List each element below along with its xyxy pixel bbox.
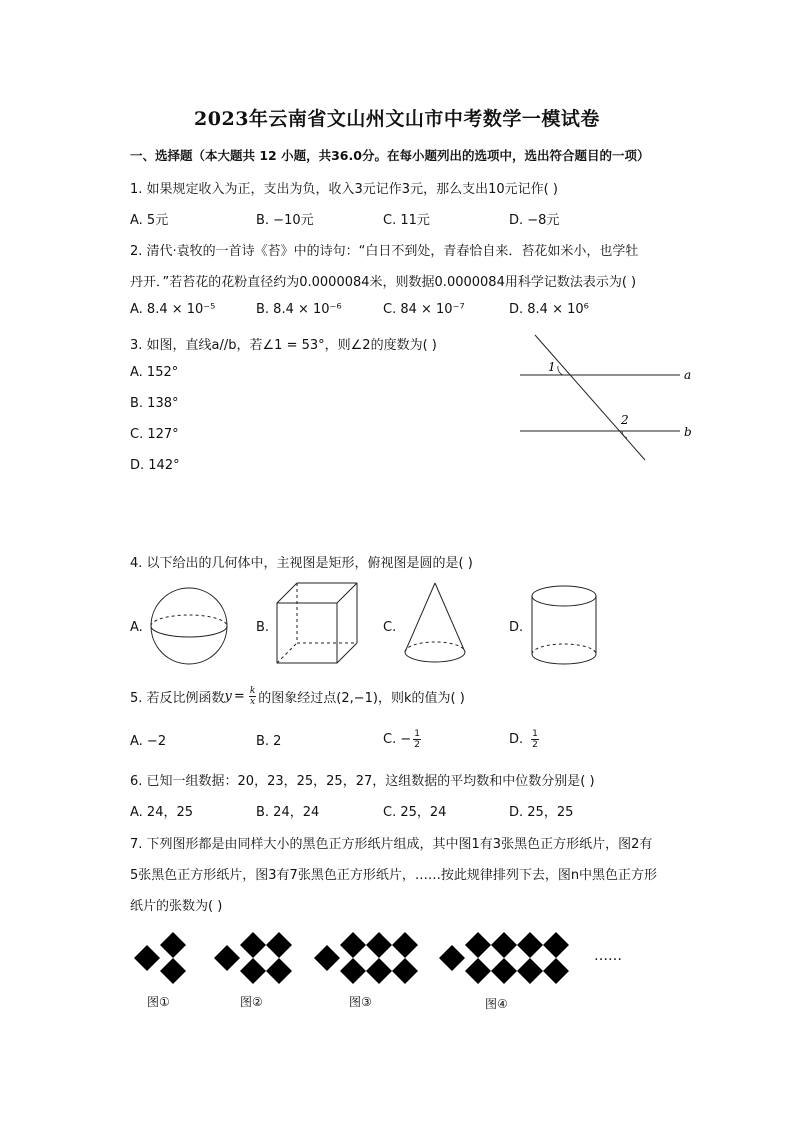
q6-option-a[interactable]: A. 24，25 <box>130 805 194 820</box>
line-b-label: b <box>684 425 692 439</box>
q4-option-d[interactable]: D. <box>509 620 524 635</box>
q7-stem-line1: 7. 下列图形都是由同样大小的黑色正方形纸片组成，其中图1有3张黑色正方形纸片，图2有 <box>130 837 653 852</box>
q5-frac-den: x <box>250 697 256 707</box>
angle2-arc <box>622 431 627 438</box>
black-square <box>314 945 340 971</box>
q4-option-c[interactable]: C. <box>383 620 397 635</box>
black-square <box>465 932 491 958</box>
black-square <box>340 932 366 958</box>
black-square <box>134 945 160 971</box>
black-square <box>543 958 569 984</box>
q2-stem-line1: 2. 清代·袁牧的一首诗《苔》中的诗句：“白日不到处，青春恰自来．苔花如米小，也学牡 <box>130 244 639 259</box>
q4-option-b[interactable]: B. <box>256 620 270 635</box>
pattern-figure-3 <box>314 932 418 984</box>
black-square <box>366 932 392 958</box>
section-heading: 一、选择题（本大题共 12 小题，共36.0分。在每小题列出的选项中，选出符合题目的一项） <box>130 148 650 163</box>
q4-stem: 4. 以下给出的几何体中，主视图是矩形，俯视图是圆的是( ) <box>130 556 473 571</box>
q2-option-a[interactable]: A. 8.4 × 10⁻⁵ <box>130 302 216 317</box>
q6-stem: 6. 已知一组数据：20，23，25，25，27，这组数据的平均数和中位数分别是( ) <box>130 774 595 789</box>
q3-option-b[interactable]: B. 138° <box>130 396 179 411</box>
figure-label-2: 图② <box>240 995 263 1009</box>
black-square <box>266 958 292 984</box>
black-square <box>392 932 418 958</box>
q5-option-c-den: 2 <box>414 740 420 750</box>
q5-frac-num: k <box>249 686 256 696</box>
square-pattern-figure <box>128 928 648 992</box>
q5-option-c-num: 1 <box>414 729 420 739</box>
q5-option-b[interactable]: B. 2 <box>256 734 282 749</box>
q5-stem-prefix: 5. 若反比例函数 <box>130 691 225 706</box>
black-square <box>517 958 543 984</box>
black-square <box>266 932 292 958</box>
line-a-label: a <box>684 368 692 382</box>
transversal-line <box>535 335 645 460</box>
black-square <box>543 932 569 958</box>
q5-option-d[interactable] <box>509 729 539 750</box>
figure-label-3: 图③ <box>349 995 372 1009</box>
q5-option-d-fraction <box>531 729 539 750</box>
q7-stem-line3: 纸片的张数为( ) <box>130 899 223 914</box>
q6-option-c[interactable]: C. 25，24 <box>383 805 447 820</box>
cylinder-icon <box>528 582 602 672</box>
black-square <box>160 932 186 958</box>
q5-option-c-fraction <box>413 729 421 750</box>
black-square <box>240 932 266 958</box>
q1-stem: 1. 如果规定收入为正，支出为负，收入3元记作3元，那么支出10元记作( ) <box>130 182 558 197</box>
pattern-figure-4 <box>439 932 569 984</box>
q2-option-c[interactable]: C. 84 × 10⁻⁷ <box>383 302 465 317</box>
q5-option-a[interactable]: A. −2 <box>130 734 167 749</box>
black-square <box>340 958 366 984</box>
parallel-lines-figure <box>510 330 710 470</box>
pattern-figure-1 <box>134 932 186 984</box>
black-square <box>491 958 517 984</box>
q5-option-d-prefix: D. <box>509 732 524 747</box>
q1-option-c[interactable]: C. 11元 <box>383 213 430 228</box>
q5-option-c-prefix: C. − <box>383 732 412 747</box>
q5-option-c[interactable] <box>383 729 421 750</box>
q3-option-d[interactable]: D. 142° <box>130 458 180 473</box>
cube-icon <box>272 578 362 668</box>
angle1-arc <box>558 366 563 375</box>
pattern-figure-2 <box>214 932 292 984</box>
q5-func-y: y <box>224 689 232 704</box>
figure-label-1: 图① <box>147 995 170 1009</box>
black-square <box>491 932 517 958</box>
q3-option-c[interactable]: C. 127° <box>130 427 179 442</box>
black-square <box>465 958 491 984</box>
sphere-icon <box>148 585 232 669</box>
q5-stem-suffix: 的图象经过点(2,−1)，则k的值为( ) <box>258 691 465 706</box>
q5-fraction <box>249 686 256 707</box>
q2-option-b[interactable]: B. 8.4 × 10⁻⁶ <box>256 302 342 317</box>
pattern-ellipsis: …… <box>594 948 622 964</box>
q5-option-d-den: 2 <box>532 740 538 750</box>
q6-option-d[interactable]: D. 25，25 <box>509 805 574 820</box>
angle1-label: 1 <box>548 360 556 374</box>
q2-stem-line2: 丹开．”若苔花的花粉直径约为0.0000084米，则数据0.0000084用科学记数法表示为( ) <box>130 275 637 290</box>
figure-label-4: 图④ <box>485 997 508 1011</box>
q3-option-a[interactable]: A. 152° <box>130 365 179 380</box>
black-square <box>439 945 465 971</box>
black-square <box>240 958 266 984</box>
q5-func-eq: = <box>233 689 245 704</box>
q4-option-a[interactable]: A. <box>130 620 143 635</box>
q2-option-d[interactable]: D. 8.4 × 10⁶ <box>509 302 589 317</box>
q7-stem-line2: 5张黑色正方形纸片，图3有7张黑色正方形纸片，……按此规律排列下去，图n中黑色正方形 <box>130 868 658 883</box>
q3-stem: 3. 如图，直线a//b，若∠1 = 53°，则∠2的度数为( ) <box>130 338 437 353</box>
page-title: 2023年云南省文山州文山市中考数学一模试卷 <box>194 108 600 130</box>
q5-stem <box>130 686 465 707</box>
black-square <box>366 958 392 984</box>
q1-option-a[interactable]: A. 5元 <box>130 213 169 228</box>
black-square <box>160 958 186 984</box>
black-square <box>392 958 418 984</box>
black-square <box>214 945 240 971</box>
q5-option-d-num: 1 <box>532 729 538 739</box>
black-square <box>517 932 543 958</box>
q1-option-d[interactable]: D. −8元 <box>509 213 560 228</box>
angle2-label: 2 <box>621 413 629 427</box>
q1-option-b[interactable]: B. −10元 <box>256 213 314 228</box>
q6-option-b[interactable]: B. 24，24 <box>256 805 320 820</box>
cone-icon <box>400 580 470 670</box>
